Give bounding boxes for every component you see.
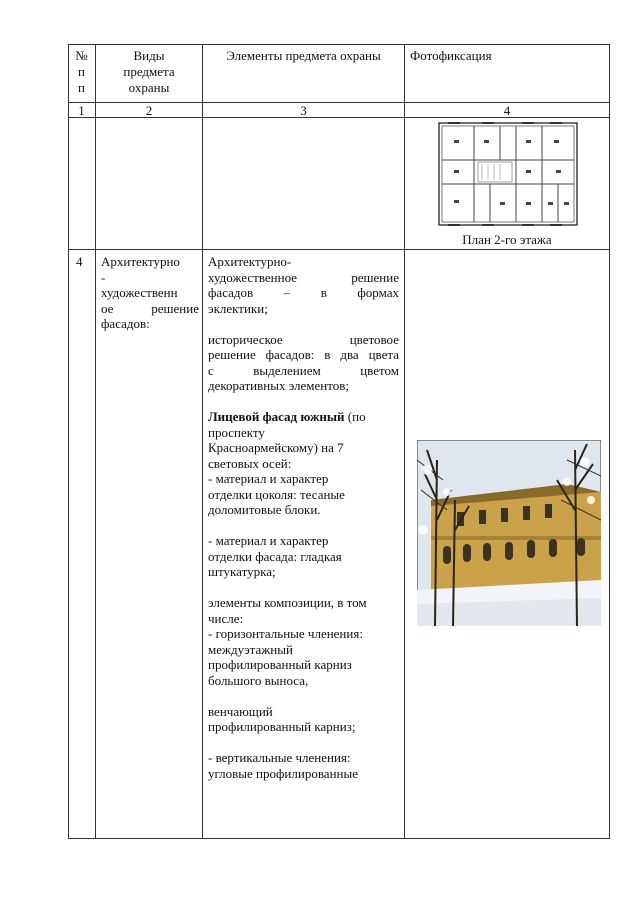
paragraph-facade-finish <box>208 533 399 580</box>
colnum-1: 1 <box>78 103 85 118</box>
text-line: - вертикальные членения: <box>208 750 351 765</box>
text-line: угловые профилированные <box>208 765 358 781</box>
text-line: венчающий <box>208 703 273 719</box>
text-line: световых осей: <box>208 455 292 471</box>
row-divider <box>68 249 610 250</box>
text-line: эклектики; <box>208 300 268 316</box>
text-line: историческое цветовое <box>208 331 399 347</box>
header-types-text: Виды предмета охраны <box>123 48 175 95</box>
table-border-bottom <box>68 838 610 839</box>
type-line: ое решение <box>101 300 199 316</box>
table-border-left <box>68 44 69 839</box>
type-line: фасадов: <box>101 316 150 331</box>
paragraph-composition <box>208 595 399 688</box>
text-line: штукатурка; <box>208 564 276 579</box>
header-num <box>68 48 95 96</box>
text-line: элементы композиции, в том <box>208 595 367 610</box>
paragraph-solution <box>208 254 399 316</box>
text-line: проспекту <box>208 424 265 440</box>
header-elements-text: Элементы предмета охраны <box>226 48 381 63</box>
row-number: 4 <box>76 254 83 269</box>
protection-elements <box>208 254 399 797</box>
type-line: Архитектурно <box>101 254 180 269</box>
text-line: решение фасадов: в два цвета <box>208 347 399 362</box>
text-line: - материал и характер <box>208 471 329 486</box>
protection-table <box>68 44 610 839</box>
text-line: доломитовые блоки. <box>208 502 321 517</box>
text-line: отделки фасада: гладкая <box>208 548 342 564</box>
paragraph-vertical <box>208 750 399 781</box>
text-line: междуэтажный <box>208 641 293 657</box>
header-photo-text: Фотофиксация <box>410 48 492 63</box>
text-line: - горизонтальные членения: <box>208 626 363 641</box>
text-line: числе: <box>208 610 244 626</box>
colnum-4: 4 <box>503 103 511 118</box>
text-line <box>208 409 399 425</box>
col-divider-2 <box>202 44 203 839</box>
text-line: Красноармейскому) на 7 <box>208 440 344 455</box>
protection-type <box>101 254 199 332</box>
type-line: - <box>101 269 106 285</box>
south-facade-title: Лицевой фасад южный <box>208 409 345 424</box>
header-types <box>96 48 202 96</box>
header-elements <box>203 48 404 64</box>
text-line: Архитектурно- <box>208 254 292 269</box>
text-line: с выделением цветом <box>208 362 399 378</box>
type-line: художественн <box>101 285 178 300</box>
text-line: фасадов – в формах <box>208 285 399 300</box>
text-fragment: (по <box>344 409 366 424</box>
colnum-2: 2 <box>145 103 153 118</box>
text-line: декоративных элементов; <box>208 378 350 393</box>
table-border-top <box>68 44 610 45</box>
paragraph-color <box>208 332 399 394</box>
header-photo <box>410 48 605 64</box>
facade-photo <box>417 440 601 626</box>
text-line: художественное решение <box>208 269 399 285</box>
text-line: профилированный карниз <box>208 657 352 672</box>
text-line: большого выноса, <box>208 672 309 688</box>
colnum-3: 3 <box>300 103 307 118</box>
floor-plan-image <box>438 122 578 226</box>
paragraph-cornice <box>208 704 399 735</box>
col-divider-3 <box>404 44 405 839</box>
header-num-text: № п п <box>75 48 88 95</box>
text-line: профилированный карниз; <box>208 719 356 734</box>
col-divider-1 <box>95 44 96 839</box>
text-line: отделки цоколя: тесаные <box>208 486 345 502</box>
table-border-right <box>609 44 610 839</box>
plan-caption: План 2-го этажа <box>462 232 552 247</box>
paragraph-south-facade <box>208 409 399 518</box>
text-line: - материал и характер <box>208 533 329 548</box>
